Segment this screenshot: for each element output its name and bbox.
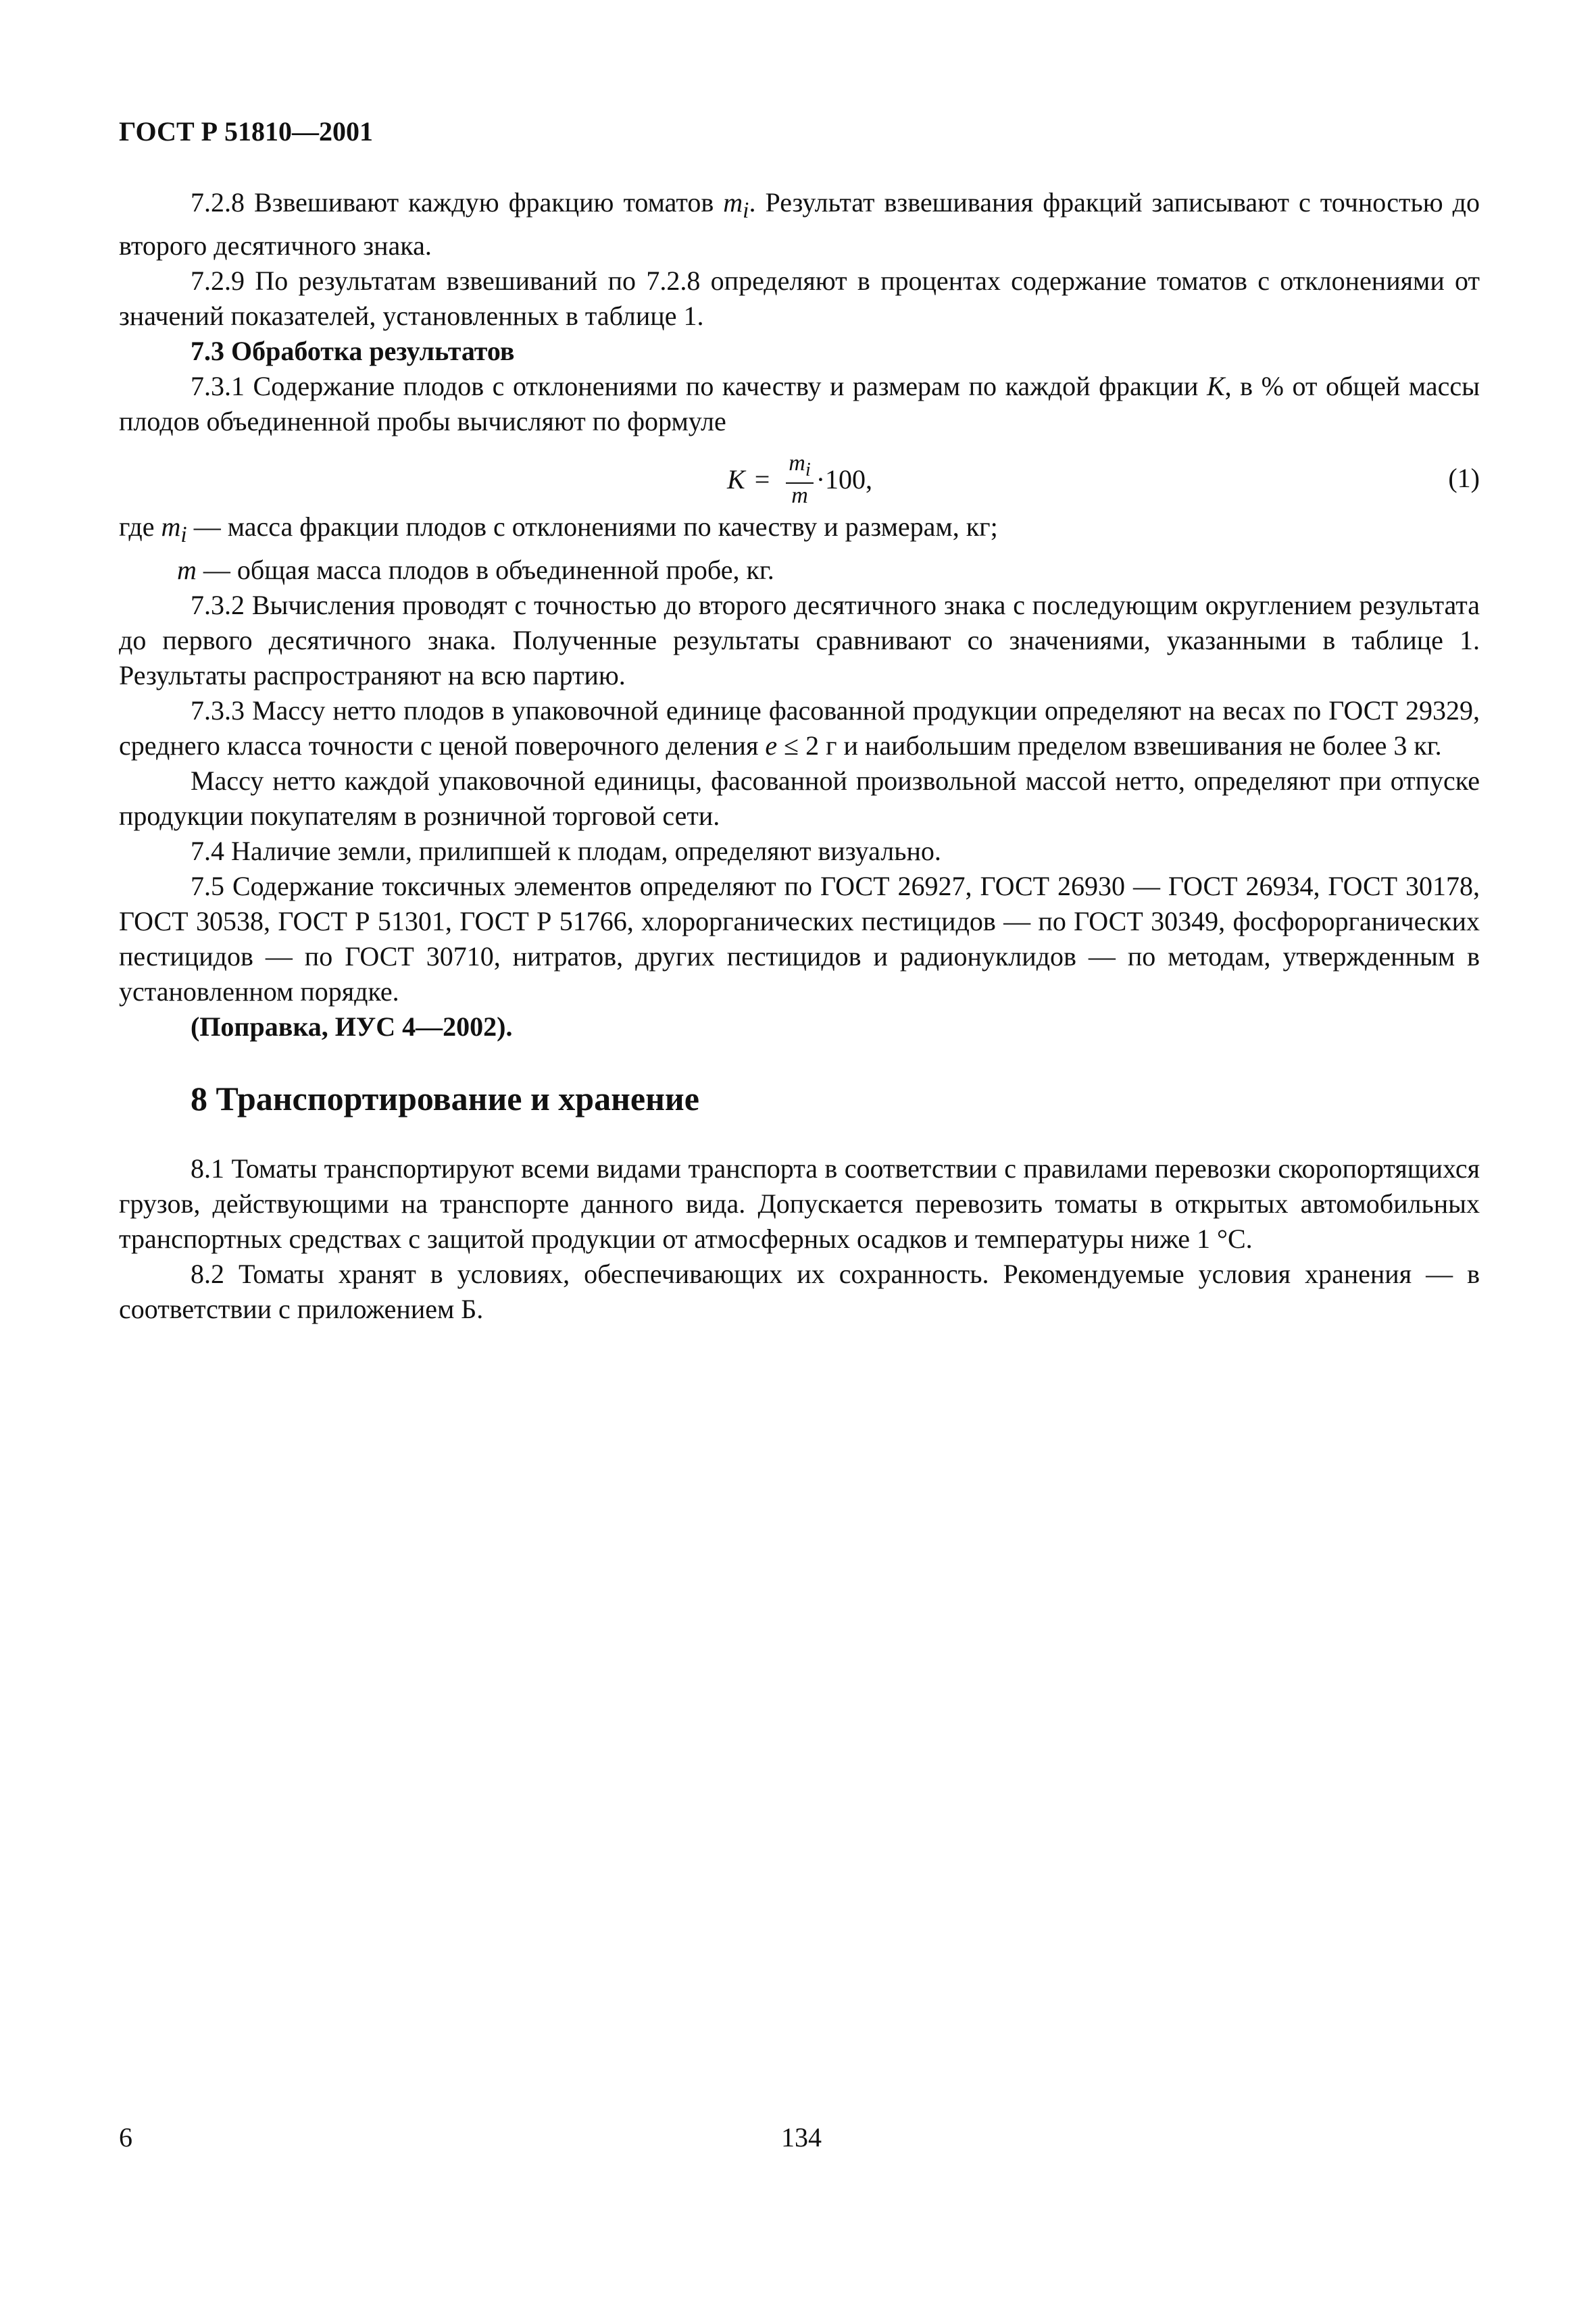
paragraph-7-3-1: 7.3.1 Содержание плодов с отклонениями по качеству и размерам по каждой фракции K, в % от общей массы плодов объединенной пробы вычисляют по формуле: [119, 371, 1480, 436]
legend-row-mi: где $m_i$ — масса фракции плодов с отклонениями по качеству и размерам, кг;: [119, 511, 998, 547]
paragraph-7-5: 7.5 Содержание токсичных элементов определяют по ГОСТ 26927, ГОСТ 26930 — ГОСТ 26934, ГОСТ 30178, ГОСТ 30538, ГОСТ Р 51301, ГОСТ Р 51766, хлорорганических пестицидов — по ГОСТ 30349, фосфорорганических пестицидов — по ГОСТ 30710, нитратов, других пестицидов и радионуклидов — по методам, утвержденным в установленном порядке.: [119, 871, 1480, 1007]
paragraph-8-1: 8.1 Томаты транспортируют всеми видами транспорта в соответствии с правилами перевозки скоропортящихся грузов, действующими на транспорте данного вида. Допускается перевозить томаты в открытых автомобильных транспортных средствах с защитой продукции от атмосферных осадков и температуры ниже 1 °С.: [119, 1153, 1480, 1254]
paragraph-8-2: 8.2 Томаты хранят в условиях, обеспечивающих их сохранность. Рекомендуемые условия хранения — в соответствии с приложением Б.: [119, 1259, 1480, 1324]
paragraph-7-2-8: 7.2.8 Взвешивают каждую фракцию томатов $m_i$. Результат взвешивания фракций записывают с точностью до второго десятичного знака.: [119, 187, 1480, 261]
paragraph-7-4: 7.4 Наличие земли, прилипшей к плодам, определяют визуально.: [191, 836, 941, 866]
subsection-heading-7-3: 7.3 Обработка результатов: [191, 336, 515, 366]
paragraph-7-3-3: 7.3.3 Массу нетто плодов в упаковочной единице фасованной продукции определяют на весах по ГОСТ 29329, среднего класса точности с ценой поверочного деления e ≤ 2 г и наибольшим пределом взвешивания не более 3 кг.: [119, 695, 1480, 761]
formula-numerator: $m_i$: [786, 451, 813, 484]
paragraph-net-mass: Массу нетто каждой упаковочной единицы, фасованной произвольной массой нетто, определяют при отпуске продукции покупателям в розничной торговой сети.: [119, 765, 1480, 831]
formula-tail: ·100,: [816, 464, 873, 495]
formula-lhs: K: [727, 464, 745, 495]
formula-1: [119, 439, 1480, 509]
document-page: [119, 115, 1480, 1327]
formula-expression: [727, 451, 872, 508]
paragraph-7-3-2: 7.3.2 Вычисления проводят с точностью до второго десятичного знака с последующим округлением результата до первого десятичного знака. Полученные результаты сравнивают со значениями, указанными в таблице 1. Результаты распространяют на всю партию.: [119, 590, 1480, 690]
formula-number: (1): [1448, 463, 1480, 493]
formula-legend: [119, 509, 1480, 588]
section-heading-8: 8 Транспортирование и хранение: [191, 1080, 699, 1117]
page-number-left: 6: [119, 2122, 132, 2153]
page-number-center: 134: [781, 2122, 822, 2153]
standard-header: ГОСТ Р 51810—2001: [119, 116, 374, 147]
legend-row-m: m — общая масса плодов в объединенной пробе, кг.: [177, 555, 774, 585]
formula-equals: =: [754, 464, 770, 495]
formula-denominator: m: [791, 482, 808, 508]
amendment-note: (Поправка, ИУС 4—2002).: [191, 1011, 513, 1042]
paragraph-7-2-9: 7.2.9 По результатам взвешиваний по 7.2.8 определяют в процентах содержание томатов с отклонениями от значений показателей, установленных в таблице 1.: [119, 266, 1480, 331]
formula-fraction: [786, 451, 813, 508]
